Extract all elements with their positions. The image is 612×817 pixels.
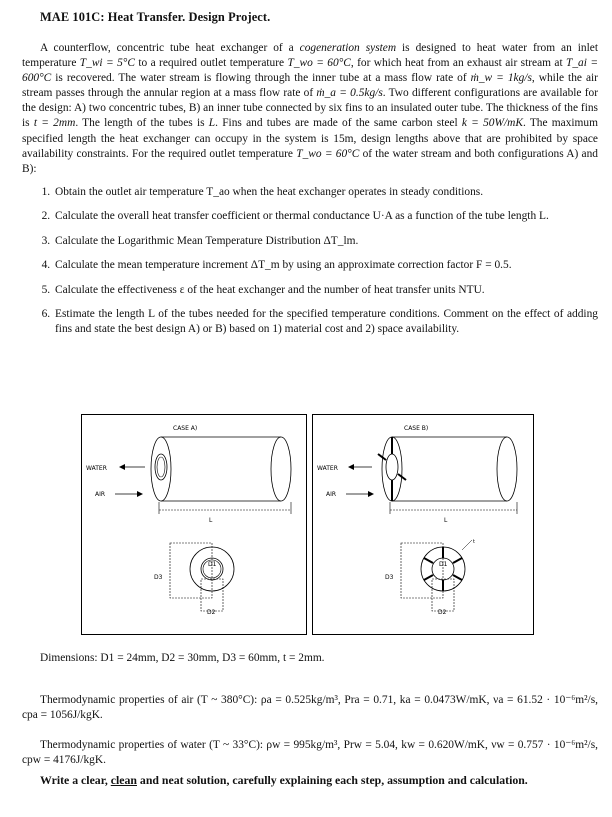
task-item: 6. Estimate the length L of the tubes needed for the specified temperature conditions. Comment on the effect of adding fins and state the best design A) or B) based on 1) material cost and 2) space availability. bbox=[53, 307, 598, 337]
task-item: 3. Calculate the Logarithmic Mean Temperature Distribution ΔT_lm. bbox=[53, 234, 598, 249]
air-label: AIR bbox=[95, 491, 106, 498]
water-label-b: WATER bbox=[317, 465, 338, 472]
task-item: 1. Obtain the outlet air temperature T_ao when the heat exchanger operates in steady conditions. bbox=[53, 185, 598, 200]
d1-label-b: D1 bbox=[439, 561, 448, 568]
case-b-diagram bbox=[312, 414, 534, 635]
d2-label: D2 bbox=[207, 609, 216, 616]
case-a-diagram bbox=[81, 414, 307, 635]
problem-statement: A counterflow, concentric tube heat exchanger of a cogeneration system is designed to heat water from an inlet temperature T_wi = 5°C to a required outlet temperature T_wo = 60°C, for which heat from an exhaust air stream at T_ai = 600°C is recovered. The water stream is flowing through the inner tube at a mass flow rate of ṁ_w = 1kg/s, while the air stream passes through the annular region at a mass flow rate of ṁ_a = 0.5kg/s. Two different configurations are available for the design: A) two concentric tubes, B) an inner tube connected by six fins to an insulated outer tube. The thickness of the fins is t = 2mm. The length of the tubes is L. Fins and tubes are made of the same carbon steel k = 50W/mK. The maximum specified length the heat exchanger can occupy in the system is 15m, design lengths above that are prohibited by space availability constraints. For the required outlet temperature T_wo = 60°C of the water stream and both configurations A) and B): bbox=[22, 42, 599, 175]
d3-label-b: D3 bbox=[385, 574, 394, 581]
task-item: 5. Calculate the effectiveness ε of the heat exchanger and the number of heat transfer units NTU. bbox=[53, 283, 598, 298]
air-label-b: AIR bbox=[326, 491, 337, 498]
task-list bbox=[22, 185, 598, 338]
case-a-label: CASE A) bbox=[173, 425, 198, 432]
figure-case-b bbox=[312, 414, 602, 635]
page-title: MAE 101C: Heat Transfer. Design Project. bbox=[40, 10, 271, 24]
air-properties: Thermodynamic properties of air (T ~ 380°C): ρa = 0.525kg/m³, Pra = 0.71, ka = 0.0473W/mK, νa = 61.52 · 10⁻⁶m²/s, cpa = 1056J/kgK. bbox=[22, 694, 598, 722]
task-item: 2. Calculate the overall heat transfer coefficient or thermal conductance U·A as a function of the tube length L. bbox=[53, 209, 598, 224]
closing-instructions: Write a clear, clean and neat solution, carefully explaining each step, assumption and calculation. bbox=[40, 773, 528, 787]
d3-label: D3 bbox=[154, 574, 163, 581]
case-b-label: CASE B) bbox=[404, 425, 429, 432]
dimensions: Dimensions: D1 = 24mm, D2 = 30mm, D3 = 60mm, t = 2mm. bbox=[40, 652, 325, 664]
length-label-b: L bbox=[444, 517, 448, 524]
water-label: WATER bbox=[86, 465, 107, 472]
water-properties: Thermodynamic properties of water (T ~ 33°C): ρw = 995kg/m³, Prw = 5.04, kw = 0.620W/mK, νw = 0.757 · 10⁻⁶m²/s, cpw = 4176J/kgK. bbox=[22, 739, 598, 767]
d2-label-b: D2 bbox=[438, 609, 447, 616]
fin-thickness-label: t bbox=[473, 539, 475, 545]
length-label: L bbox=[209, 517, 213, 524]
task-item: 4. Calculate the mean temperature increment ΔT_m by using an approximate correction factor F = 0.5. bbox=[53, 258, 598, 273]
d1-label: D1 bbox=[208, 561, 217, 568]
